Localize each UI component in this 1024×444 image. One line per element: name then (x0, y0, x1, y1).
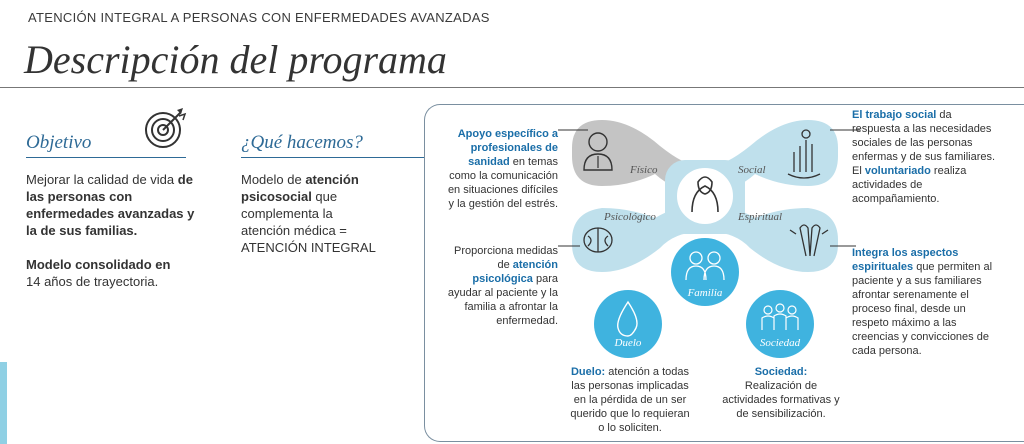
side-accent-bar (0, 362, 7, 444)
label-social: Social (738, 164, 766, 176)
page-title: Descripción del programa (24, 37, 447, 82)
objetivo-text: Mejorar la calidad de vida de las personas con enfermedades avanzadas y la de sus familias. (26, 172, 195, 238)
target-icon (143, 106, 187, 150)
label-sociedad: Sociedad (759, 337, 801, 349)
header-divider (0, 87, 1024, 88)
annotation-psicologico: Proporciona medidas de atención psicológica para ayudar al paciente y la familia a afrontar la enfermedad. (447, 245, 558, 327)
que-hacemos-heading: ¿Qué hacemos? (241, 132, 363, 153)
page-subtitle: ATENCIÓN INTEGRAL A PERSONAS CON ENFERMEDADES AVANZADAS (28, 10, 490, 25)
label-familia: Familia (687, 287, 723, 299)
que-hacemos-underline (241, 157, 424, 158)
annotation-fisico: Apoyo específico a profesionales de sanidad en temas como la comunicación en situaciones difíciles y la gestión del estrés. (447, 128, 558, 210)
objetivo-underline (26, 157, 186, 158)
label-duelo: Duelo (614, 337, 642, 349)
annotation-sociedad: Sociedad: Realización de actividades formativas y de sensibilización. (722, 366, 840, 420)
label-psicologico: Psicológico (604, 211, 656, 223)
objetivo-heading: Objetivo (26, 132, 92, 153)
label-fisico: Físico (630, 164, 658, 176)
connector-lines (540, 120, 880, 370)
annotation-duelo: Duelo: atención a todas las personas implicadas en la pérdida de un ser querido que lo requieran o lo soliciten. (570, 366, 690, 434)
label-espiritual: Espiritual (738, 211, 783, 223)
annotation-social: El trabajo social da respuesta a las necesidades sociales de las personas enfermas y de sus familiares. El voluntariado realiza actividades de acompañamiento. (852, 109, 996, 205)
annotation-espiritual: Integra los aspectos espirituales que permiten al paciente y a sus familiares afrontar serenamente el proceso final, desde un respeto máximo a las creencias y convicciones de cada persona. (852, 247, 993, 357)
que-hacemos-text: Modelo de atención psicosocial que complementa la atención médica = ATENCIÓN INTEGRAL (241, 172, 376, 255)
objetivo-trayectoria: Modelo consolidado en 14 años de trayectoria. (26, 257, 171, 289)
